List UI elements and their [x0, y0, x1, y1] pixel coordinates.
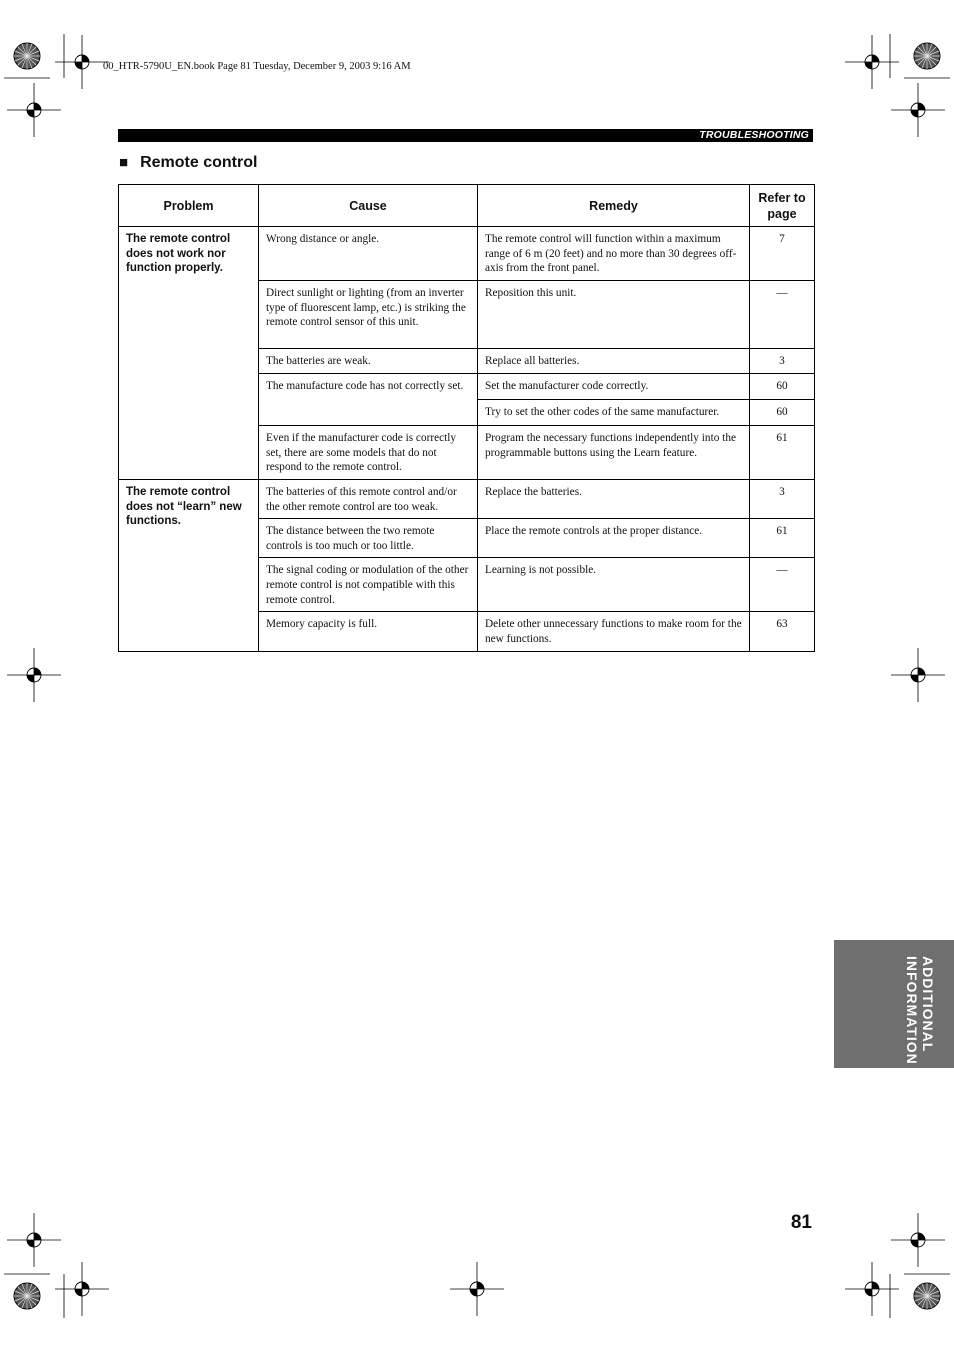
- side-tab-line1: ADDITIONAL: [920, 956, 936, 1053]
- cause-cell: The batteries of this remote control and/or the other remote control are too weak.: [259, 480, 478, 519]
- remedy-cell: Replace all batteries.: [478, 349, 750, 374]
- header-cause: Cause: [259, 185, 478, 227]
- page-cell: 3: [750, 349, 815, 374]
- page-cell: 7: [750, 227, 815, 281]
- page-cell: 61: [750, 519, 815, 558]
- table-header-row: [119, 185, 815, 227]
- cause-cell: The manufacture code has not correctly set.: [259, 374, 478, 426]
- page-cell: —: [750, 281, 815, 349]
- table-row: [119, 480, 815, 519]
- page-cell: 60: [750, 400, 815, 426]
- remedy-cell: Set the manufacturer code correctly.: [478, 374, 750, 400]
- header-problem: Problem: [119, 185, 259, 227]
- page-cell: 61: [750, 426, 815, 480]
- cause-cell: Direct sunlight or lighting (from an inverter type of fluorescent lamp, etc.) is striking the remote control sensor of this unit.: [259, 281, 478, 349]
- square-bullet-icon: ■: [119, 154, 129, 171]
- header-bar: [118, 129, 813, 142]
- side-tab-text: [834, 940, 954, 1068]
- remedy-cell: Program the necessary functions independently into the programmable buttons using the Learn feature.: [478, 426, 750, 480]
- cause-cell: The batteries are weak.: [259, 349, 478, 374]
- remedy-cell: Try to set the other codes of the same manufacturer.: [478, 400, 750, 426]
- side-tab-line2: INFORMATION: [904, 956, 920, 1065]
- header-refer-to-page: Refer to page: [750, 185, 815, 227]
- remedy-cell: The remote control will function within a maximum range of 6 m (20 feet) and no more than 30 degrees off-axis from the front panel.: [478, 227, 750, 281]
- side-tab: [834, 940, 954, 1068]
- header-remedy: Remedy: [478, 185, 750, 227]
- section-title: [119, 154, 257, 172]
- remedy-cell: Reposition this unit.: [478, 281, 750, 349]
- page-cell: 3: [750, 480, 815, 519]
- remedy-cell: Replace the batteries.: [478, 480, 750, 519]
- remedy-cell: Place the remote controls at the proper distance.: [478, 519, 750, 558]
- page-cell: 60: [750, 374, 815, 400]
- cause-cell: Even if the manufacturer code is correctly set, there are some models that do not respond to the remote control.: [259, 426, 478, 480]
- cause-cell: The signal coding or modulation of the other remote control is not compatible with this remote control.: [259, 558, 478, 612]
- section-title-text: Remote control: [140, 154, 258, 171]
- file-info: 00_HTR-5790U_EN.book Page 81 Tuesday, December 9, 2003 9:16 AM: [103, 61, 411, 72]
- page-cell: —: [750, 558, 815, 612]
- remedy-cell: Learning is not possible.: [478, 558, 750, 612]
- cause-cell: The distance between the two remote controls is too much or too little.: [259, 519, 478, 558]
- cause-cell: Wrong distance or angle.: [259, 227, 478, 281]
- table-row: [119, 227, 815, 281]
- page-number: 81: [790, 1212, 812, 1233]
- cause-cell: Memory capacity is full.: [259, 612, 478, 651]
- remedy-cell: Delete other unnecessary functions to make room for the new functions.: [478, 612, 750, 651]
- problem-cell: The remote control does not “learn” new functions.: [119, 480, 259, 652]
- problem-cell: The remote control does not work nor function properly.: [119, 227, 259, 480]
- troubleshooting-table: [118, 184, 815, 652]
- page-cell: 63: [750, 612, 815, 651]
- header-label: TROUBLESHOOTING: [699, 129, 809, 141]
